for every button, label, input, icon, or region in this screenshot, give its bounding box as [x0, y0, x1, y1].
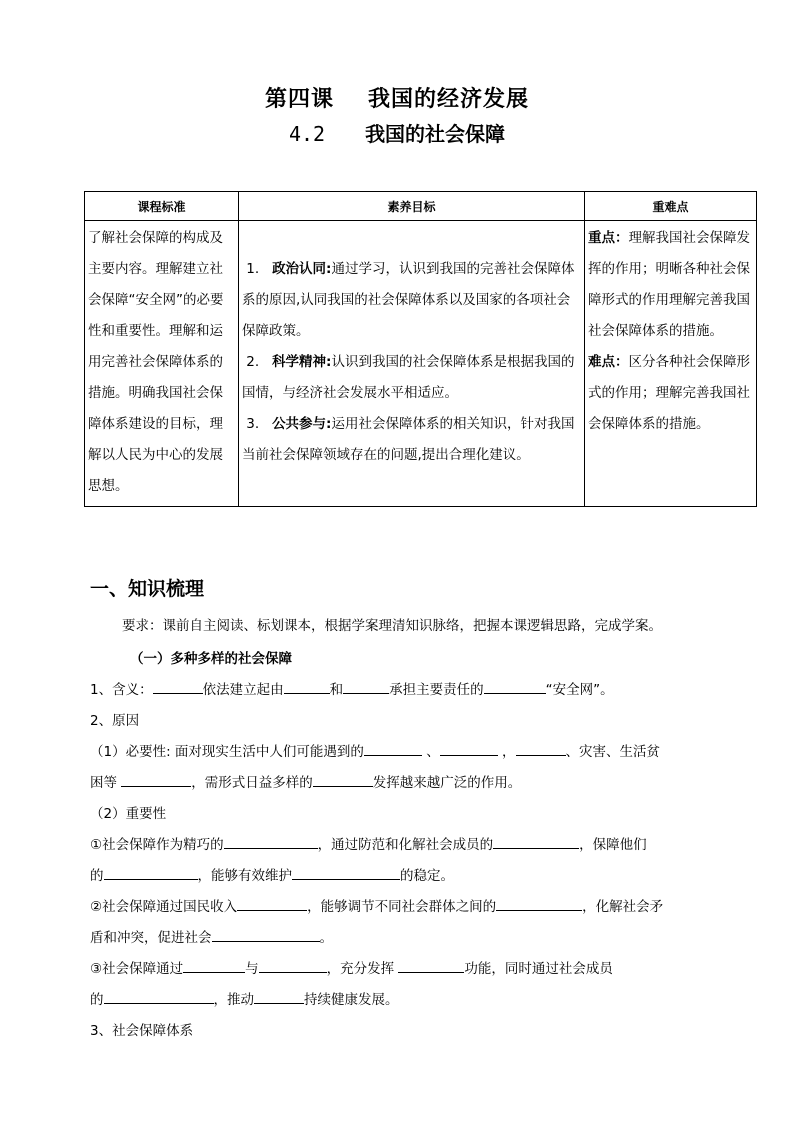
blank[interactable] [259, 958, 327, 973]
text-line: 3、社会保障体系 [90, 1023, 194, 1039]
objectives-table [84, 191, 757, 507]
blank[interactable] [254, 989, 304, 1004]
text-line: 2、原因 [90, 713, 140, 729]
header-keypoints: 重难点 [585, 192, 757, 221]
section-name: 我国的社会保障 [365, 122, 506, 146]
text-line: 困等 ，需形式日益多样的 发挥越来越广泛的作用。 [90, 771, 521, 791]
header-goals: 素养目标 [239, 192, 585, 221]
blank[interactable] [183, 958, 245, 973]
table-row [85, 221, 757, 507]
header-standard: 课程标准 [85, 192, 239, 221]
table-header-row [85, 192, 757, 221]
text-line: ③社会保障通过 与 ，充分发挥 功能，同时通过社会成员 [90, 957, 613, 977]
text-line: ②社会保障通过国民收入 ，能够调节不同社会群体之间的 ，化解社会矛 [90, 895, 663, 915]
blank[interactable] [516, 741, 566, 756]
text-line: 1、含义： 依法建立起由 和 承担主要责任的 “安全网”。 [90, 678, 614, 698]
lesson-number: 第四课 [264, 86, 334, 112]
key-label: 重点： [588, 230, 629, 246]
difficulty-text: 区分各种社会保障形式的作用；理解完善我国社会保障体系的措施。 [588, 354, 750, 432]
lesson-name: 我国的经济发展 [368, 86, 530, 112]
blank[interactable] [398, 958, 464, 973]
section-title [0, 118, 794, 147]
text-line: 盾和冲突，促进社会 。 [90, 926, 333, 946]
blank[interactable] [496, 896, 582, 911]
lesson-title [0, 82, 794, 113]
blank[interactable] [364, 741, 422, 756]
goal-item: 1. 政治认同:通过学习，认识到我国的完善社会保障体系的原因,认同我国的社会保障体系以及国家的各项社会保障政策。 [242, 261, 575, 339]
text-line: （2）重要性 [90, 806, 167, 822]
text-line: 的 ，推动 持续健康发展。 [90, 988, 399, 1008]
blank[interactable] [237, 896, 307, 911]
blank[interactable] [343, 679, 389, 694]
text-line: （1）必要性: 面对现实生活中人们可能遇到的 、 ， 、灾害、生活贫 [90, 740, 660, 760]
subheading: （一）多种多样的社会保障 [130, 651, 292, 667]
goal-item: 2. 科学精神:认识到我国的社会保障体系是根据我国的国情，与经济社会发展水平相适应。 [242, 354, 575, 401]
section-heading: 一、知识梳理 [90, 578, 205, 600]
text-line: ①社会保障作为精巧的 ，通过防范和化解社会成员的 ，保障他们 [90, 833, 647, 853]
blank[interactable] [493, 834, 579, 849]
literacy-goals [239, 221, 585, 507]
text-line: 的 ，能够有效维护 的稳定。 [90, 864, 454, 884]
blank[interactable] [313, 772, 373, 787]
blank[interactable] [104, 865, 198, 880]
curriculum-standard: 了解社会保障的构成及主要内容。理解建立社会保障“安全网”的必要性和重要性。理解和运用完善社会保障体系的措施。明确我国社会保障体系建设的目标，理解以人民为中心的发展思想。 [85, 221, 239, 507]
blank[interactable] [153, 679, 203, 694]
blank[interactable] [121, 772, 191, 787]
section-number: 4.2 [288, 122, 326, 146]
key-difficult-points [585, 221, 757, 507]
blank[interactable] [284, 679, 330, 694]
requirement-text: 要求：课前自主阅读、标划课本，根据学案理清知识脉络，把握本课逻辑思路，完成学案。 [122, 618, 662, 634]
difficulty-label: 难点： [588, 354, 629, 370]
blank[interactable] [212, 927, 320, 942]
blank[interactable] [484, 679, 546, 694]
blank[interactable] [440, 741, 498, 756]
blank[interactable] [104, 989, 214, 1004]
goal-item: 3. 公共参与:运用社会保障体系的相关知识，针对我国当前社会保障领域存在的问题,提出合理化建议。 [242, 416, 575, 463]
blank[interactable] [292, 865, 400, 880]
blank[interactable] [224, 834, 318, 849]
key-text: 理解我国社会保障发挥的作用；明晰各种社会保障形式的作用理解完善我国社会保障体系的措施。 [588, 230, 750, 339]
